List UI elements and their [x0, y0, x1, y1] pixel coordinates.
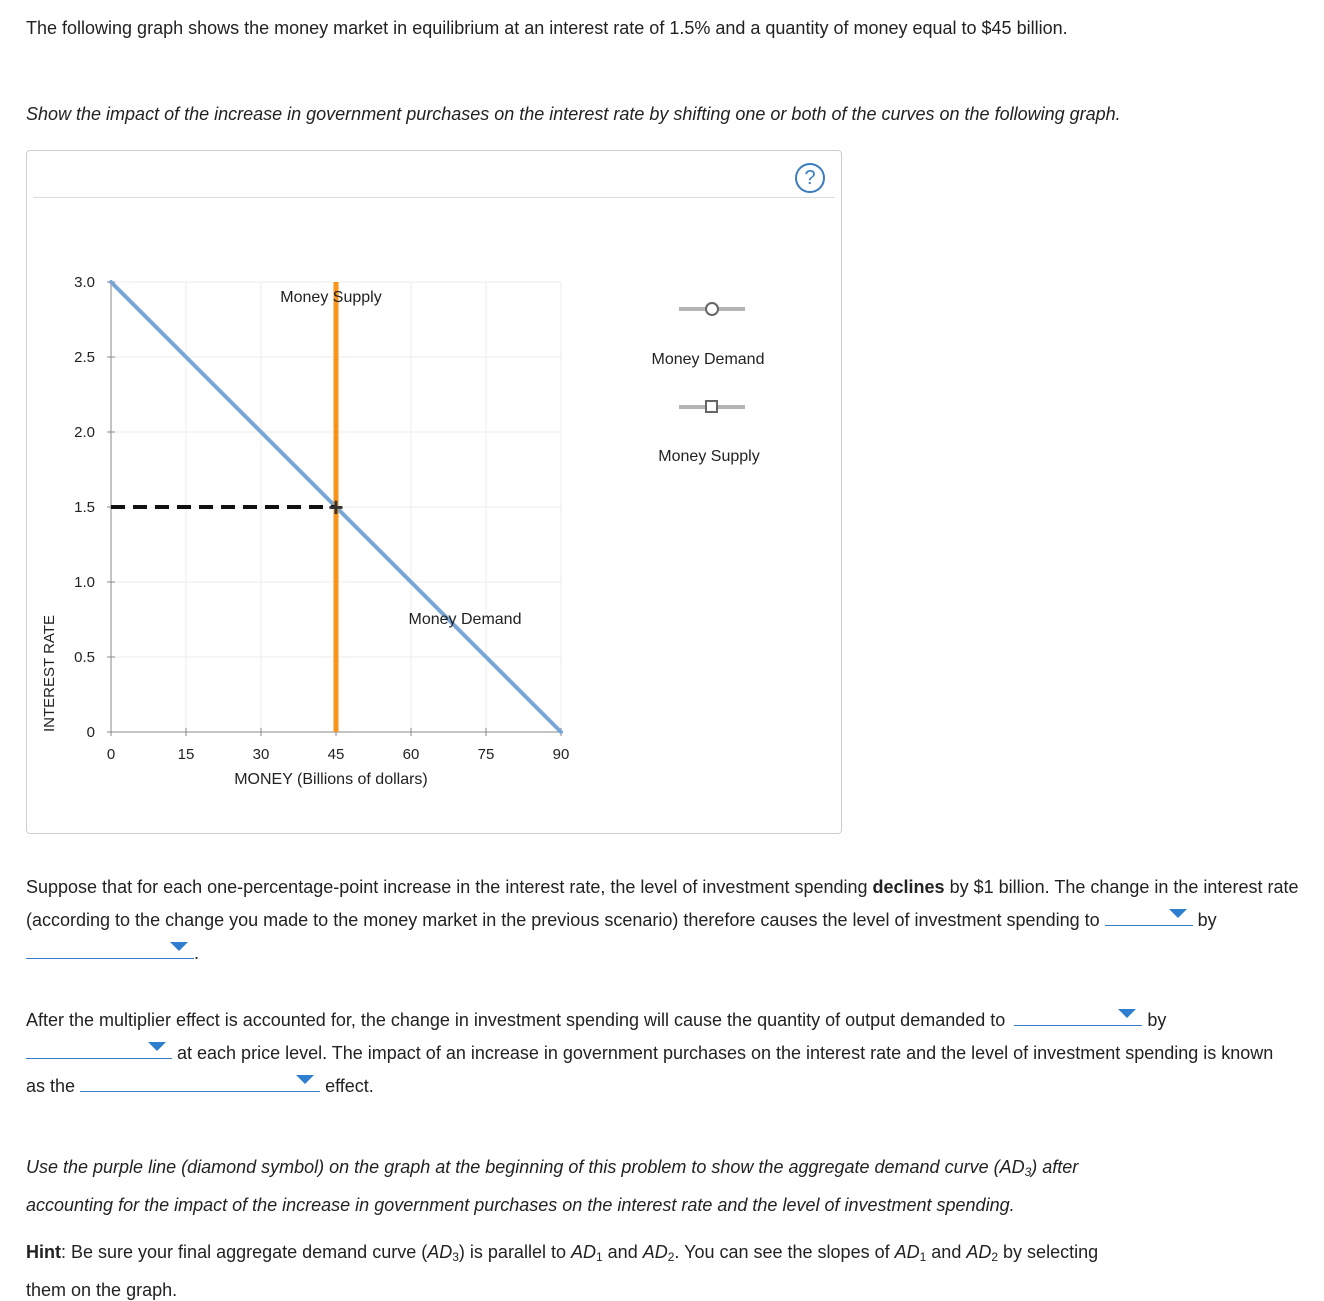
- x-tick-label: 90: [552, 746, 570, 763]
- y-tick-label: 0.5: [74, 649, 95, 666]
- hint-text: [26, 1242, 1316, 1301]
- hint-text-a: : Be sure your final aggregate demand curve (: [61, 1242, 428, 1262]
- hint-text-d: by selecting: [998, 1242, 1099, 1262]
- x-tick-label: 75: [477, 746, 495, 763]
- palette-money-demand-label: Money Demand: [651, 351, 765, 368]
- x-tick-label: 0: [106, 746, 116, 763]
- hint-ad3: AD: [427, 1242, 453, 1262]
- chevron-down-icon: [296, 1075, 314, 1084]
- hint-sub3: 3: [452, 1250, 459, 1264]
- investment-amount-dropdown[interactable]: [26, 936, 194, 959]
- question-multiplier: [26, 1003, 1276, 1102]
- intro-text: The following graph shows the money market in equilibrium at an interest rate of 1.5% and a quantity of money equal to $45 billion.: [26, 18, 1068, 38]
- demand-curve-label: Money Demand: [408, 611, 522, 628]
- hint-text-c: . You can see the slopes of: [674, 1242, 895, 1262]
- hint-ad1b: AD: [894, 1242, 920, 1262]
- hint-ad2: AD: [642, 1242, 668, 1262]
- instruction-text: Show the impact of the increase in government purchases on the interest rate by shifting one or both of the curves on the following graph.: [26, 104, 1121, 124]
- square-icon: [706, 401, 717, 412]
- q1-end: .: [194, 943, 200, 963]
- chart-ticks: [74, 274, 569, 763]
- graph-panel: [26, 150, 842, 834]
- chevron-down-icon: [148, 1042, 166, 1051]
- help-icon[interactable]: ?: [795, 163, 825, 193]
- q2-end: effect.: [325, 1076, 374, 1096]
- output-amount-dropdown[interactable]: [26, 1036, 172, 1059]
- hint-sub2: 2: [667, 1250, 675, 1264]
- palette-money-supply[interactable]: [658, 401, 759, 465]
- question-investment: [26, 871, 1306, 969]
- x-tick-label: 60: [402, 746, 420, 763]
- hint-and: and: [602, 1242, 643, 1262]
- q1-by: by: [1197, 910, 1217, 930]
- hint-and-b: and: [926, 1242, 967, 1262]
- ad-subscript: 3: [1024, 1165, 1032, 1179]
- hint-label: Hint: [26, 1242, 61, 1262]
- x-tick-label: 15: [177, 746, 195, 763]
- equilibrium-marker: +: [328, 492, 344, 522]
- y-tick-label: 2.5: [74, 349, 95, 366]
- hint-ad1: AD: [570, 1242, 596, 1262]
- x-tick-label: 45: [327, 746, 345, 763]
- chevron-down-icon: [170, 942, 188, 951]
- investment-direction-dropdown[interactable]: [1105, 903, 1193, 926]
- money-market-chart[interactable]: [27, 151, 843, 835]
- supply-curve-label: Money Supply: [280, 289, 382, 306]
- chevron-down-icon: [1118, 1009, 1136, 1018]
- q2-text-a: After the multiplier effect is accounted for, the change in investment spending will cause the quantity of output demanded to: [26, 1010, 1006, 1030]
- hint-sub1: 1: [595, 1250, 603, 1264]
- ad-instruction-line-1: [26, 1157, 1078, 1179]
- circle-icon: [706, 303, 718, 315]
- q1-text-a: Suppose that for each one-percentage-point increase in the interest rate, the level of investment spending: [26, 877, 873, 897]
- ad-instruction-line-2: accounting for the impact of the increase in government purchases on the interest rate and the level of investment spending.: [26, 1195, 1015, 1215]
- ad-instruction-text-b: ) after: [1031, 1157, 1079, 1177]
- y-tick-label: 1.0: [74, 574, 95, 591]
- q1-text-b: by $1 billion. The change in the interest rate (according to the change you made to the money market in the previous scenario) therefore causes the level of investment spending to: [26, 877, 1299, 930]
- palette-money-supply-label: Money Supply: [658, 448, 760, 465]
- y-tick-label: 2.0: [74, 424, 95, 441]
- x-tick-label: 30: [252, 746, 270, 763]
- y-tick-label: 0: [86, 724, 95, 741]
- y-tick-label: 3.0: [74, 274, 95, 291]
- y-axis-label: INTEREST RATE: [41, 615, 58, 732]
- q1-bold: declines: [872, 877, 945, 897]
- y-tick-label: 1.5: [74, 499, 95, 516]
- hint-ad2b: AD: [966, 1242, 992, 1262]
- hint-text-b: ) is parallel to: [458, 1242, 571, 1262]
- output-direction-dropdown[interactable]: [1014, 1003, 1142, 1026]
- hint-sub2b: 2: [991, 1250, 999, 1264]
- q2-text-b: at each price level. The impact of an increase in government purchases on the interest rate and the level of investment spending is known as the: [26, 1043, 1274, 1096]
- hint-sub1b: 1: [919, 1250, 927, 1264]
- q2-by: by: [1147, 1010, 1167, 1030]
- chevron-down-icon: [1169, 909, 1187, 918]
- ad-instruction-text-a: Use the purple line (diamond symbol) on the graph at the beginning of this problem to show the aggregate demand curve (AD: [26, 1157, 1025, 1177]
- palette-money-demand[interactable]: [652, 303, 765, 368]
- hint-line-2: them on the graph.: [26, 1280, 178, 1300]
- x-axis-label: MONEY (Billions of dollars): [234, 771, 428, 788]
- effect-name-dropdown[interactable]: [80, 1069, 320, 1092]
